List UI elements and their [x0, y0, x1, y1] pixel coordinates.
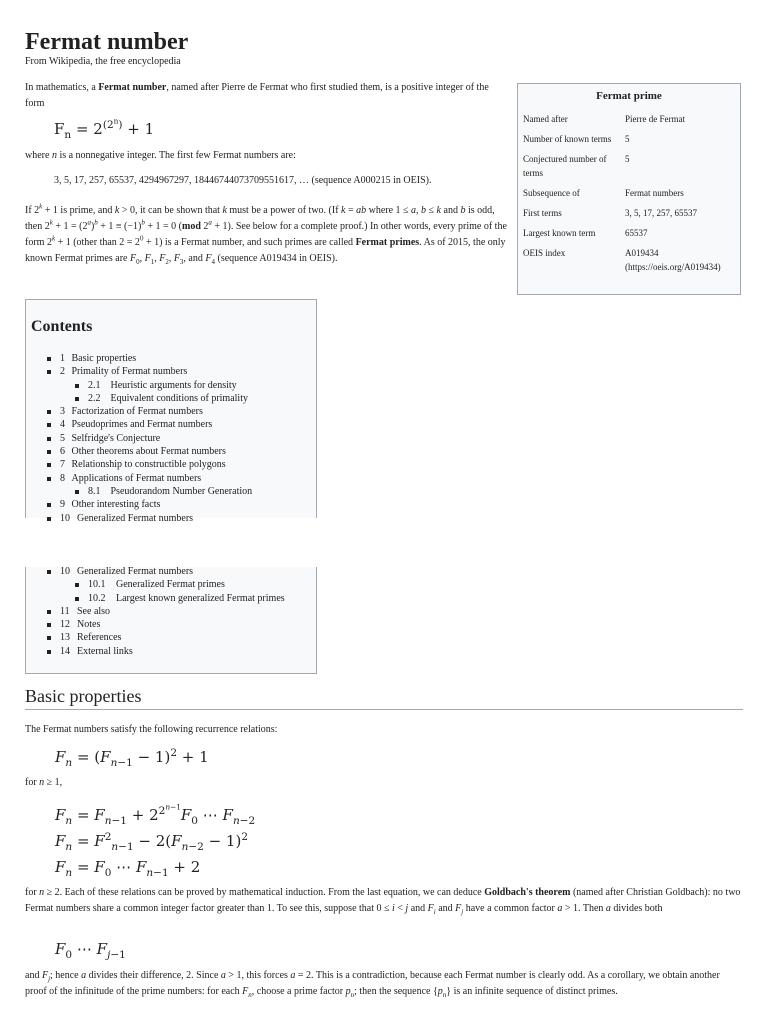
bullet-icon	[47, 503, 51, 507]
toc-label[interactable]: Other interesting facts	[71, 499, 161, 511]
toc-label[interactable]: Relationship to constructible polygons	[71, 459, 226, 471]
infobox-value: 5	[625, 134, 630, 144]
toc-item[interactable]	[26, 392, 316, 405]
toc-number: 7	[60, 459, 65, 471]
toc-item[interactable]	[26, 618, 316, 631]
toc-number: 1	[60, 353, 65, 364]
infobox-row	[521, 109, 739, 129]
toc-item[interactable]	[26, 631, 316, 644]
toc-item[interactable]	[26, 565, 316, 578]
toc-label[interactable]: Other theorems about Fermat numbers	[71, 446, 226, 458]
infobox-table	[521, 109, 739, 277]
toc-number: 10.2	[88, 592, 106, 604]
recurrence-equation-3: $F_n = F^2_{n-1} - 2(F_{n-2} - 1)^2$	[55, 831, 249, 853]
toc-item[interactable]	[26, 352, 316, 365]
toc-label[interactable]: Pseudoprimes and Fermat numbers	[71, 419, 213, 431]
page-title: Fermat number	[25, 29, 189, 55]
toc-item[interactable]	[26, 418, 316, 431]
toc-number: 8.1	[88, 485, 101, 497]
toc-number: 5	[60, 432, 65, 444]
recurrence-equation-1: $F_n = (F_{n-1} - 1)^2 + 1$	[55, 747, 209, 769]
toc-label[interactable]: Basic properties	[71, 353, 137, 364]
bullet-icon	[47, 650, 51, 654]
toc-item[interactable]	[26, 498, 316, 511]
toc-number: 12	[60, 619, 70, 631]
toc-item[interactable]	[26, 445, 316, 458]
bullet-icon	[75, 384, 79, 388]
bullet-icon	[47, 410, 51, 414]
infobox-row	[521, 183, 739, 203]
bullet-icon	[47, 357, 51, 361]
infobox-key: Conjectured number of terms	[523, 154, 607, 178]
table-of-contents-continued	[25, 567, 317, 674]
toc-label[interactable]: Largest known generalized Fermat primes	[116, 592, 285, 604]
infobox-value: 65537	[625, 228, 648, 238]
product-expression: $F_0$ ⋯ $F_{j-1}$	[55, 940, 126, 961]
toc-item[interactable]	[26, 512, 316, 525]
toc-title: Contents	[31, 318, 93, 335]
toc-label[interactable]: Factorization of Fermat numbers	[71, 406, 203, 418]
page-subtitle: From Wikipedia, the free encyclopedia	[25, 56, 181, 67]
infobox-value: Fermat numbers	[625, 188, 684, 198]
toc-item[interactable]	[26, 405, 316, 418]
bullet-icon	[47, 450, 51, 454]
bullet-icon	[47, 636, 51, 640]
toc-label[interactable]: Equivalent conditions of primality	[110, 392, 248, 404]
recurrence-equation-4: $F_n = F_0$ ⋯ $F_{n-1} + 2$	[55, 858, 201, 879]
infobox-key: Named after	[523, 114, 568, 124]
toc-item[interactable]	[26, 645, 316, 658]
toc-item[interactable]	[26, 365, 316, 378]
bullet-icon	[47, 477, 51, 481]
toc-item[interactable]	[26, 605, 316, 618]
bullet-icon	[47, 610, 51, 614]
toc-number: 2.2	[88, 392, 101, 404]
intro-paragraph-2: where n is a nonnegative integer. The first few Fermat numbers are:	[25, 150, 296, 161]
toc-label[interactable]: Primality of Fermat numbers	[71, 366, 188, 378]
toc-number: 9	[60, 499, 65, 511]
toc-number: 11	[60, 605, 70, 617]
toc-item[interactable]	[26, 485, 316, 498]
toc-item[interactable]	[26, 458, 316, 471]
basic-paragraph-3: for n ≥ 2. Each of these relations can be proved by mathematical induction. From the last equation, we can deduce Goldbach's theorem (named after Christian Goldbach): no two Fermat numbers share a common integer factor greater than 1. To see this, suppose that 0 ≤ i < j and $F_i$ and $F_j$ have a common factor a > 1. Then a divides both	[25, 887, 741, 916]
toc-label[interactable]: External links	[77, 645, 133, 657]
toc-item[interactable]	[26, 472, 316, 485]
infobox-value: 3, 5, 17, 257, 65537	[625, 208, 697, 218]
toc-number: 3	[60, 406, 65, 418]
bullet-icon	[47, 570, 51, 574]
infobox-key: Subsequence of	[523, 188, 580, 198]
bullet-icon	[47, 623, 51, 627]
basic-paragraph-2: for n ≥ 1,	[25, 777, 63, 788]
toc-number: 10.1	[88, 579, 106, 591]
basic-paragraph-4: and $F_j$; hence a divides their difference, 2. Since a > 1, this forces a = 2. This is a contradiction, because each Fermat number is clearly odd. As a corollary, we obtain another proof of the infinitude of the prime numbers: for each $F_n$, choose a prime factor $p_n$; then the sequence $\{p_n\}$ is an infinite sequence of distinct primes.	[25, 970, 720, 999]
toc-number: 10	[60, 566, 70, 577]
intro-paragraph-3: If $2^k + 1$ is prime, and k > 0, it can be shown that k must be a power of two. (If k = ab where 1 ≤ a, b ≤ k and b is odd, then $2^k + 1 = (2^a)^b + 1 \equiv (-1)^b + 1 = 0$ (mod $2^a + 1$). See below for a complete proof.) In other words, every prime of the form $2^k + 1$ (other than $2 = 2^0 + 1$) is a Fermat number, and such primes are called Fermat primes. As of 2015, the only known Fermat primes are $F_0$, $F_1$, $F_2$, $F_3$, and $F_4$ (sequence A019434 in OEIS).	[25, 202, 507, 266]
infobox-value: A019434 (https://oeis.org/A019434)	[625, 248, 721, 272]
toc-number: 14	[60, 645, 70, 657]
infobox-key: Largest known term	[523, 228, 596, 238]
toc-label[interactable]: Heuristic arguments for density	[110, 379, 237, 391]
toc-number: 8	[60, 472, 65, 484]
bullet-icon	[47, 370, 51, 374]
toc-number: 13	[60, 632, 70, 644]
toc-label[interactable]: Generalized Fermat primes	[116, 579, 225, 591]
toc-label[interactable]: See also	[77, 605, 111, 617]
infobox-row	[521, 149, 739, 183]
basic-paragraph-1: The Fermat numbers satisfy the following recurrence relations:	[25, 724, 278, 735]
infobox-value: Pierre de Fermat	[625, 114, 685, 124]
toc-number: 10	[60, 512, 70, 524]
toc-item[interactable]	[26, 379, 316, 392]
toc-list-continued	[26, 565, 316, 658]
intro-paragraph-1: In mathematics, a Fermat number, named after Pierre de Fermat who first studied them, is a positive integer of the form	[25, 82, 489, 109]
infobox-key: First terms	[523, 208, 562, 218]
bullet-icon	[75, 490, 79, 494]
toc-list	[26, 352, 316, 525]
toc-label[interactable]: References	[77, 632, 122, 644]
toc-item[interactable]	[26, 578, 316, 591]
infobox-row	[521, 129, 739, 149]
toc-item[interactable]	[26, 432, 316, 445]
main-formula: $F_n = 2^{(2^n)} + 1$	[54, 116, 155, 141]
infobox-title: Fermat prime	[596, 90, 662, 102]
bullet-icon	[47, 517, 51, 521]
toc-label[interactable]: Applications of Fermat numbers	[71, 472, 202, 484]
section-divider	[25, 709, 743, 710]
toc-label[interactable]: Notes	[77, 619, 101, 631]
bullet-icon	[75, 597, 79, 601]
infobox-key: Number of known terms	[523, 134, 612, 144]
infobox-row	[521, 223, 739, 243]
table-of-contents	[25, 299, 317, 524]
infobox-value: 5	[625, 154, 630, 164]
bullet-icon	[75, 397, 79, 401]
toc-label[interactable]: Pseudorandom Number Generation	[110, 485, 253, 497]
fermat-sequence: 3, 5, 17, 257, 65537, 4294967297, 18446744073709551617, … (sequence A000215 in OEIS).	[54, 175, 432, 186]
toc-label[interactable]: Generalized Fermat numbers	[77, 512, 194, 524]
infobox-row	[521, 203, 739, 223]
toc-label[interactable]: Selfridge's Conjecture	[71, 432, 161, 444]
toc-number: 2.1	[88, 379, 101, 391]
bullet-icon	[47, 437, 51, 441]
section-heading-basic-properties: Basic properties	[25, 686, 142, 706]
recurrence-equation-2: $F_n = F_{n-1} + 2^{2^{n-1}}F_0$ ⋯ $F_{n-2}$	[55, 802, 256, 827]
toc-number: 2	[60, 366, 65, 378]
bullet-icon	[47, 423, 51, 427]
toc-number: 6	[60, 446, 65, 458]
infobox-row	[521, 243, 739, 277]
bullet-icon	[47, 463, 51, 467]
infobox-key: OEIS index	[523, 248, 566, 258]
toc-number: 4	[60, 419, 65, 431]
bullet-icon	[75, 583, 79, 587]
infobox	[517, 83, 741, 295]
toc-label[interactable]: Generalized Fermat numbers	[77, 566, 194, 577]
toc-item[interactable]	[26, 592, 316, 605]
